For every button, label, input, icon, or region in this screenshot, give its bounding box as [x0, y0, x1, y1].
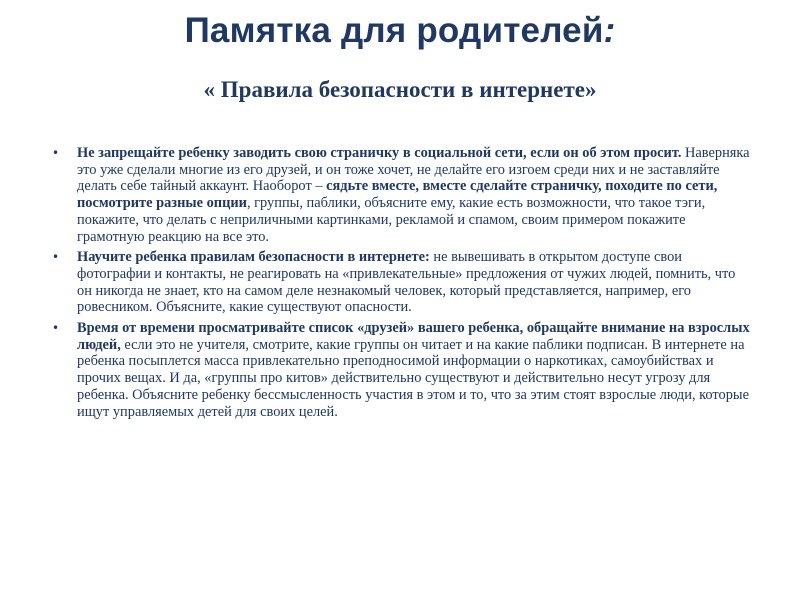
- bullet-text: если это не учителя, смотрите, какие группы он читает и на какие паблики подписан. В интернете на ребенка посыплется масса привлекательно преподносимой информации о наркотиках, самоубийствах и прочих вещах. И да, «группы про китов» действительно существуют и действительно несут угрозу для ребенка. Объясните ребенку бессмысленность участия в этом и то, что за этим стоят взрослые люди, которые ищут управляемых детей для своих целей.: [77, 336, 749, 420]
- bullet-item: [52, 145, 752, 245]
- bullet-text-bold: Не запрещайте ребенку заводить свою страничку в социальной сети, если он об этом просит.: [77, 145, 682, 161]
- bullet-icon: •: [52, 250, 60, 265]
- bullet-item: [52, 249, 752, 316]
- bullet-icon: •: [52, 321, 60, 336]
- bullet-text-bold: сядьте вместе, вместе сделайте страничку, походите по сети, посмотрите разные опции: [77, 178, 718, 212]
- bullet-text-bold: Время от времени просматривайте список «друзей» вашего ребенка, обращайте внимание на взрослых людей,: [77, 320, 750, 353]
- page-title-text: Памятка для родителей: [184, 11, 604, 50]
- bullet-text-bold: Научите ребенка правилам безопасности в интернете:: [77, 249, 430, 266]
- bullet-list: [52, 145, 752, 424]
- bullet-text: , группы, паблики, объясните ему, какие есть возможности, что такое тэги, покажите, что делать с неприличными картинками, рекламой и спамом, своим примером покажите грамотную реакцию на все это.: [77, 195, 706, 245]
- page-title-colon: :: [603, 11, 616, 50]
- page-subtitle: « Правила безопасности в интернете»: [203, 77, 597, 102]
- page-title: [0, 10, 800, 52]
- bullet-text: не вывешивать в открытом доступе свои фотографии и контакты, не реагировать на «привлекательные» предложения от чужих людей, помнить, что он никогда не знает, кто на самом деле незнакомый человек, который представляется, например, его ровесником. Объясните, какие существуют опасности.: [77, 249, 736, 316]
- bullet-icon: •: [52, 146, 60, 160]
- bullet-text: Наверняка это уже сделали многие из его друзей, и он тоже хочет, не делайте его изгоем среди них и не заставляйте делать себе тайный аккаунт. Наоборот –: [77, 145, 750, 195]
- bullet-item: [52, 320, 752, 420]
